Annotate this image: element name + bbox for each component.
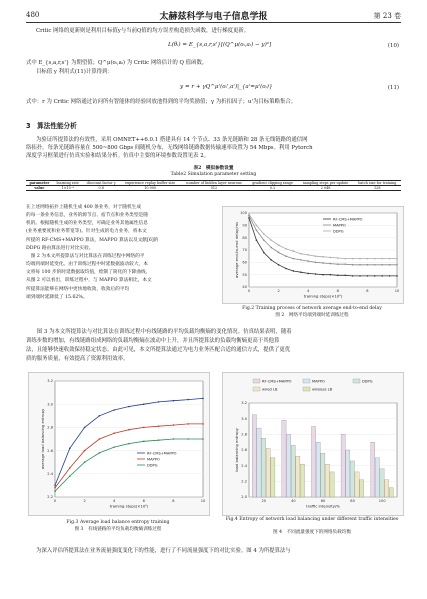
text-line: 为验证所提算法的有效性，采用 OMNET++6.0.1 搭建具有 14 个节点、33 条光链路和 28 条无线链路的通信网	[36, 137, 308, 143]
data-point	[396, 264, 398, 266]
equation-10-description: 式中 E_{s,a,r,s'} 为期望值；Q^μ(oᵢ,aᵢ) 为 Critic 网络估计的 Q 值函数。	[26, 60, 208, 66]
data-point	[300, 259, 302, 261]
table-cell: 1×10⁻⁴	[53, 186, 83, 191]
bar	[330, 472, 334, 497]
bar	[346, 450, 350, 497]
data-point	[278, 264, 280, 266]
header-rule	[26, 22, 401, 23]
table-value-row	[26, 186, 401, 191]
data-point	[344, 274, 346, 276]
data-point	[300, 253, 302, 255]
data-point	[113, 432, 115, 434]
bar	[266, 448, 270, 497]
data-point	[344, 258, 346, 260]
data-point	[99, 438, 101, 440]
equation-11-number: (11)	[387, 85, 399, 91]
legend-label: RF-CMS+MAPPO	[147, 451, 177, 456]
data-point	[285, 255, 287, 257]
data-point	[158, 439, 160, 441]
bar	[375, 458, 379, 497]
paragraph-bottom: 为深入评估所提算法在业务流量强度变化下的性能，进行了不同流量强度下的对比实验。图 4 为所提算法与	[36, 548, 291, 554]
data-point	[143, 427, 145, 429]
legend-label: wireless LB	[312, 387, 333, 392]
text-line: 深度学习框架进行仿真实验和结果分析。仿真中主要的环境参数设置见表 2。	[26, 153, 210, 160]
data-point	[389, 275, 391, 277]
figure-4-chart	[223, 373, 403, 515]
table-cell: 2 048	[298, 186, 354, 191]
bar	[252, 415, 256, 497]
y-axis-label: average load balancing entropy	[40, 408, 45, 470]
data-point	[307, 254, 309, 256]
data-point	[367, 275, 369, 277]
data-point	[187, 399, 189, 401]
bar	[261, 438, 265, 497]
bar	[282, 420, 286, 497]
data-point	[128, 429, 130, 431]
table-header-cell: number of hidden layer neurons	[181, 181, 248, 186]
legend-label: MAPPO	[312, 379, 325, 384]
data-point	[337, 274, 339, 276]
x-tick-label: 4	[307, 289, 310, 293]
table-header-cell: batch size for training	[354, 181, 401, 186]
legend-label: DDPG	[333, 229, 344, 234]
y-tick-label: 2.4	[241, 463, 247, 468]
legend-label: MAPPO	[147, 457, 160, 462]
text-line: 质的服务质量，有效提高了资源利用效率。	[26, 356, 129, 362]
x-tick-label: 6	[142, 499, 145, 503]
data-point	[84, 427, 86, 429]
data-point	[202, 398, 204, 400]
data-point	[173, 424, 175, 426]
data-point	[69, 467, 71, 469]
data-point	[359, 264, 361, 266]
parameter-table	[26, 180, 401, 191]
data-point	[307, 260, 309, 262]
data-point	[337, 263, 339, 265]
data-point	[143, 441, 145, 443]
text-line: 训练步数的增加，有线链路组成网络的负载均衡熵在波动中上升，并且所提算法的负载均衡熵更高于其他算	[26, 338, 280, 344]
data-point	[285, 268, 287, 270]
data-point	[270, 259, 272, 261]
x-tick-label: 10	[200, 499, 206, 503]
y-axis-label: load balancing entropy	[234, 428, 239, 472]
x-tick-label: 80	[350, 499, 355, 503]
text-line: 法，且能够快速收敛保持稳定状态。由此可见，本文所提算法通过为电力业务匹配合适的通信方式，提供了更优	[26, 347, 291, 353]
journal-title: 太赫兹科学与电子信息学报	[159, 12, 268, 22]
data-point	[278, 252, 280, 254]
equation-10-number: (10)	[387, 43, 399, 49]
text-line: 所提算法能够在网络中更快地收敛，收敛后的平均	[26, 286, 130, 292]
figure-4	[222, 372, 404, 516]
data-point	[256, 225, 258, 227]
data-point	[381, 258, 383, 260]
data-point	[270, 247, 272, 249]
data-point	[263, 233, 265, 235]
bar	[311, 427, 315, 498]
x-tick-label: 4	[113, 499, 116, 503]
legend-swatch	[353, 379, 360, 383]
x-tick-label: 2	[277, 289, 280, 293]
data-point	[256, 239, 258, 241]
data-point	[352, 264, 354, 266]
y-tick-label: 3.2	[241, 401, 247, 406]
data-point	[248, 213, 250, 215]
figure-2	[222, 206, 404, 304]
legend-swatch	[253, 379, 260, 383]
data-point	[263, 239, 265, 241]
data-point	[374, 275, 376, 277]
x-tick-label: 60	[320, 499, 326, 503]
legend-swatch	[253, 387, 260, 391]
data-point	[322, 274, 324, 276]
text-line: 端到端时延降低了 15.62%。	[26, 294, 88, 300]
data-point	[128, 443, 130, 445]
y-tick-label: 3.2	[47, 379, 53, 384]
x-axis-label: training steps(×10⁵)	[109, 503, 149, 509]
text-line: 均端到端时延变化。由于训练过程中时延数据波动较大，本	[26, 262, 148, 268]
data-point	[374, 258, 376, 260]
table-cell: 0.2	[247, 186, 297, 191]
data-point	[99, 452, 101, 454]
x-tick-label: 2	[83, 499, 86, 503]
data-point	[322, 262, 324, 264]
data-point	[337, 257, 339, 259]
data-point	[307, 273, 309, 275]
intro-text: Critic 网络的更新则是利用目标值y与当前Q值的均方误差构造损失函数，进行梯度更新。	[36, 28, 250, 34]
y-tick-label: 3.0	[47, 402, 53, 407]
data-point	[187, 423, 189, 425]
data-point	[278, 244, 280, 246]
table-header-cell: discount factor γ	[83, 181, 120, 186]
x-tick-label: 20	[261, 499, 267, 503]
table-cell: 512	[181, 186, 248, 191]
data-point	[202, 423, 204, 425]
data-point	[300, 271, 302, 273]
table-cell: 128	[354, 186, 401, 191]
data-point	[54, 487, 56, 489]
x-tick-label: 100	[378, 499, 386, 503]
x-tick-label: 8	[172, 499, 175, 503]
text-line: 图 3 为本文所提算法与对比算法在训练过程中有线链路的平均负载均衡熵的变化情况。仿真结果表明，随着	[26, 329, 292, 335]
table-title-cn: 表2 模拟参数设置	[193, 166, 234, 171]
data-point	[293, 258, 295, 260]
y-tick-label: 2.0	[241, 495, 247, 500]
equation-10: L(θᵢ) = E_{s,a,r,s'}[(Q^μ(oᵢ,aᵢ) − y)²]	[168, 42, 272, 48]
y-tick-label: 70	[242, 248, 247, 253]
legend-label: RF-CMS+MAPPO	[262, 379, 292, 384]
text-line: 的每一条业务信息，业务的源节点、宿节点和业务类型是随	[26, 213, 148, 219]
table-title-en: Table2 Simulation parameter setting	[170, 172, 257, 177]
data-point	[330, 274, 332, 276]
y-tick-label: 50	[242, 272, 247, 277]
paragraph-left-column	[26, 204, 212, 302]
table-header-cell: learning rate	[53, 181, 83, 186]
y-tick-label: 2.4	[47, 472, 53, 476]
x-tick-label: 10	[394, 289, 400, 293]
data-point	[330, 263, 332, 265]
figure-2-caption-en: Fig.2 Training process of network average end-to-end delay	[242, 306, 382, 311]
data-point	[173, 400, 175, 402]
x-axis-label: training steps(×10⁵)	[303, 293, 343, 299]
bar	[360, 480, 364, 497]
data-point	[359, 258, 361, 260]
legend-label: DDPG	[362, 379, 373, 384]
data-point	[389, 258, 391, 260]
y-tick-label: 2.6	[47, 448, 53, 453]
data-point	[113, 446, 115, 448]
section-heading: 3 算法性能分析	[26, 122, 77, 130]
text-line: 图 2 为本文所提算法与对比算法在训练过程中网络的平	[26, 253, 145, 259]
text-line: 机的。根据随机生成的业务类型，可确定业务其他属性信息	[26, 221, 148, 227]
bar	[341, 434, 345, 497]
data-point	[322, 256, 324, 258]
bar	[316, 442, 320, 497]
data-point	[69, 447, 71, 449]
data-point	[293, 270, 295, 272]
data-point	[315, 255, 317, 257]
equation-11: y = r + γQ^μ'(oᵢ',a')|_{a'=μ'(oᵢ)}	[180, 84, 273, 90]
data-point	[84, 461, 86, 463]
data-point	[69, 475, 71, 477]
legend-label: MAPPO	[333, 223, 346, 228]
page-number: 480	[26, 11, 40, 19]
figure-3-caption-cn: 图 3 有线链路的平均负载均衡熵训练过程	[74, 527, 162, 532]
data-point	[374, 264, 376, 266]
data-point	[359, 275, 361, 277]
bar	[355, 472, 359, 497]
data-point	[158, 425, 160, 427]
legend-label: wired LB	[262, 387, 278, 392]
figure-3-chart	[29, 373, 209, 515]
bar	[286, 434, 290, 497]
data-point	[54, 490, 56, 492]
text-line: 所提的 RF-CMS+MAPPO 算法，MAPPO 算法以及文献[6]的	[26, 237, 159, 243]
data-point	[270, 239, 272, 241]
bar	[291, 445, 295, 497]
data-point	[367, 264, 369, 266]
x-tick-label: 0	[53, 499, 57, 503]
y-tick-label: 3.0	[241, 416, 247, 421]
data-point	[315, 273, 317, 275]
figure-3-caption-en: Fig.3 Average load balance entropy training	[66, 520, 170, 525]
bar	[300, 464, 304, 497]
equation-10-followup: 目标值 y 利用式(11)计算得到：	[36, 69, 113, 75]
legend-label: RF-CMS+MAPPO	[333, 217, 363, 222]
text-line: 文将每 100 步的时延数据取均值，绘制了简化的下降曲线，	[26, 270, 151, 276]
table-cell: 10 000	[120, 186, 181, 191]
running-header	[26, 8, 401, 22]
table-header-cell: gradient clipping range	[247, 181, 297, 186]
data-point	[256, 229, 258, 231]
x-tick-label: 6	[336, 289, 339, 293]
bar	[296, 456, 300, 497]
data-point	[381, 264, 383, 266]
bar	[350, 461, 354, 497]
data-point	[143, 403, 145, 405]
bar	[325, 464, 329, 497]
text-line: (业务重要度和业务带宽等)。针对生成的电力业务，将本文	[26, 229, 147, 235]
table-header-cell: parameter	[26, 181, 53, 186]
data-point	[352, 258, 354, 260]
volume-label: 第 23 卷	[373, 12, 401, 20]
data-point	[315, 262, 317, 264]
y-tick-label: 2.2	[241, 479, 247, 484]
data-point	[381, 275, 383, 277]
bar	[271, 458, 275, 497]
data-point	[293, 250, 295, 252]
y-tick-label: 2.8	[241, 432, 247, 437]
y-tick-label: 90	[242, 223, 247, 228]
data-point	[99, 415, 101, 417]
legend-label: DDPG	[147, 463, 158, 468]
data-point	[202, 438, 204, 440]
y-tick-label: 80	[242, 235, 247, 240]
data-point	[396, 258, 398, 260]
table-cell: 0.8	[83, 186, 120, 191]
bar	[257, 428, 261, 497]
data-point	[54, 485, 56, 487]
data-point	[367, 258, 369, 260]
x-axis-label: traffic intensity/%	[306, 503, 340, 509]
data-point	[128, 406, 130, 408]
equation-11-description: 式中：r 为 Critic 网络通过访问所有智能体的经验回放池得到的平均奖励值；γ 为折扣因子；u'为目标策略集合。	[26, 99, 297, 105]
x-tick-label: 0	[247, 289, 251, 293]
data-point	[113, 409, 115, 411]
data-point	[187, 438, 189, 440]
bar	[385, 480, 389, 497]
figure-2-chart	[223, 207, 403, 303]
y-axis-label: average end-to-end delay/ms	[234, 221, 239, 279]
y-tick-label: 2.8	[47, 425, 53, 430]
y-tick-label: 2.2	[47, 495, 53, 500]
data-point	[396, 275, 398, 277]
paragraph-experiment-setup	[26, 136, 404, 160]
data-point	[285, 248, 287, 250]
legend-swatch	[303, 387, 310, 391]
text-line: 从图 2 可以看出，训练过程中，与 MAPPO 算法相比，本文	[26, 278, 152, 284]
table-cell: value	[26, 186, 53, 191]
data-point	[173, 438, 175, 440]
y-tick-label: 100	[240, 211, 247, 216]
paragraph-entropy-analysis	[26, 328, 404, 364]
data-point	[389, 264, 391, 266]
data-point	[84, 450, 86, 452]
legend-swatch	[303, 379, 310, 383]
bar	[371, 442, 375, 497]
table-header-cell: sampling steps per update	[298, 181, 354, 186]
text-line: 在上述网络拓扑上随机生成 400 条业务，对于随机生成	[26, 205, 142, 210]
x-tick-label: 40	[291, 499, 296, 503]
data-point	[158, 401, 160, 403]
table-header-cell: experience replay buffer size	[120, 181, 181, 186]
figure-4-caption-en: Fig.4 Entropy of network load balancing under different traffic intensities	[225, 517, 399, 522]
figure-3	[28, 372, 210, 516]
y-tick-label: 40	[242, 285, 247, 290]
text-line: DDPG 路由算法进行对比实验。	[26, 245, 94, 251]
figure-4-caption-cn: 图 4 不同流量强度下的网络负载均衡	[273, 530, 351, 535]
bar	[380, 469, 384, 497]
data-point	[344, 263, 346, 265]
bar	[321, 453, 325, 497]
data-point	[352, 275, 354, 277]
y-tick-label: 2.6	[241, 448, 247, 453]
data-point	[330, 257, 332, 259]
x-tick-label: 8	[366, 289, 369, 293]
data-point	[263, 252, 265, 254]
figure-2-caption-cn: 图 2 网络平均端到端时延训练过程	[275, 313, 349, 318]
y-tick-label: 60	[242, 260, 247, 265]
bar	[389, 488, 393, 497]
text-line: 络拓扑。每条光链路容量在 500~800 Gbps 间随机分布，无线网络链路数据传输速率设置为 54 Mbps。利用 Pytorch	[26, 145, 313, 152]
